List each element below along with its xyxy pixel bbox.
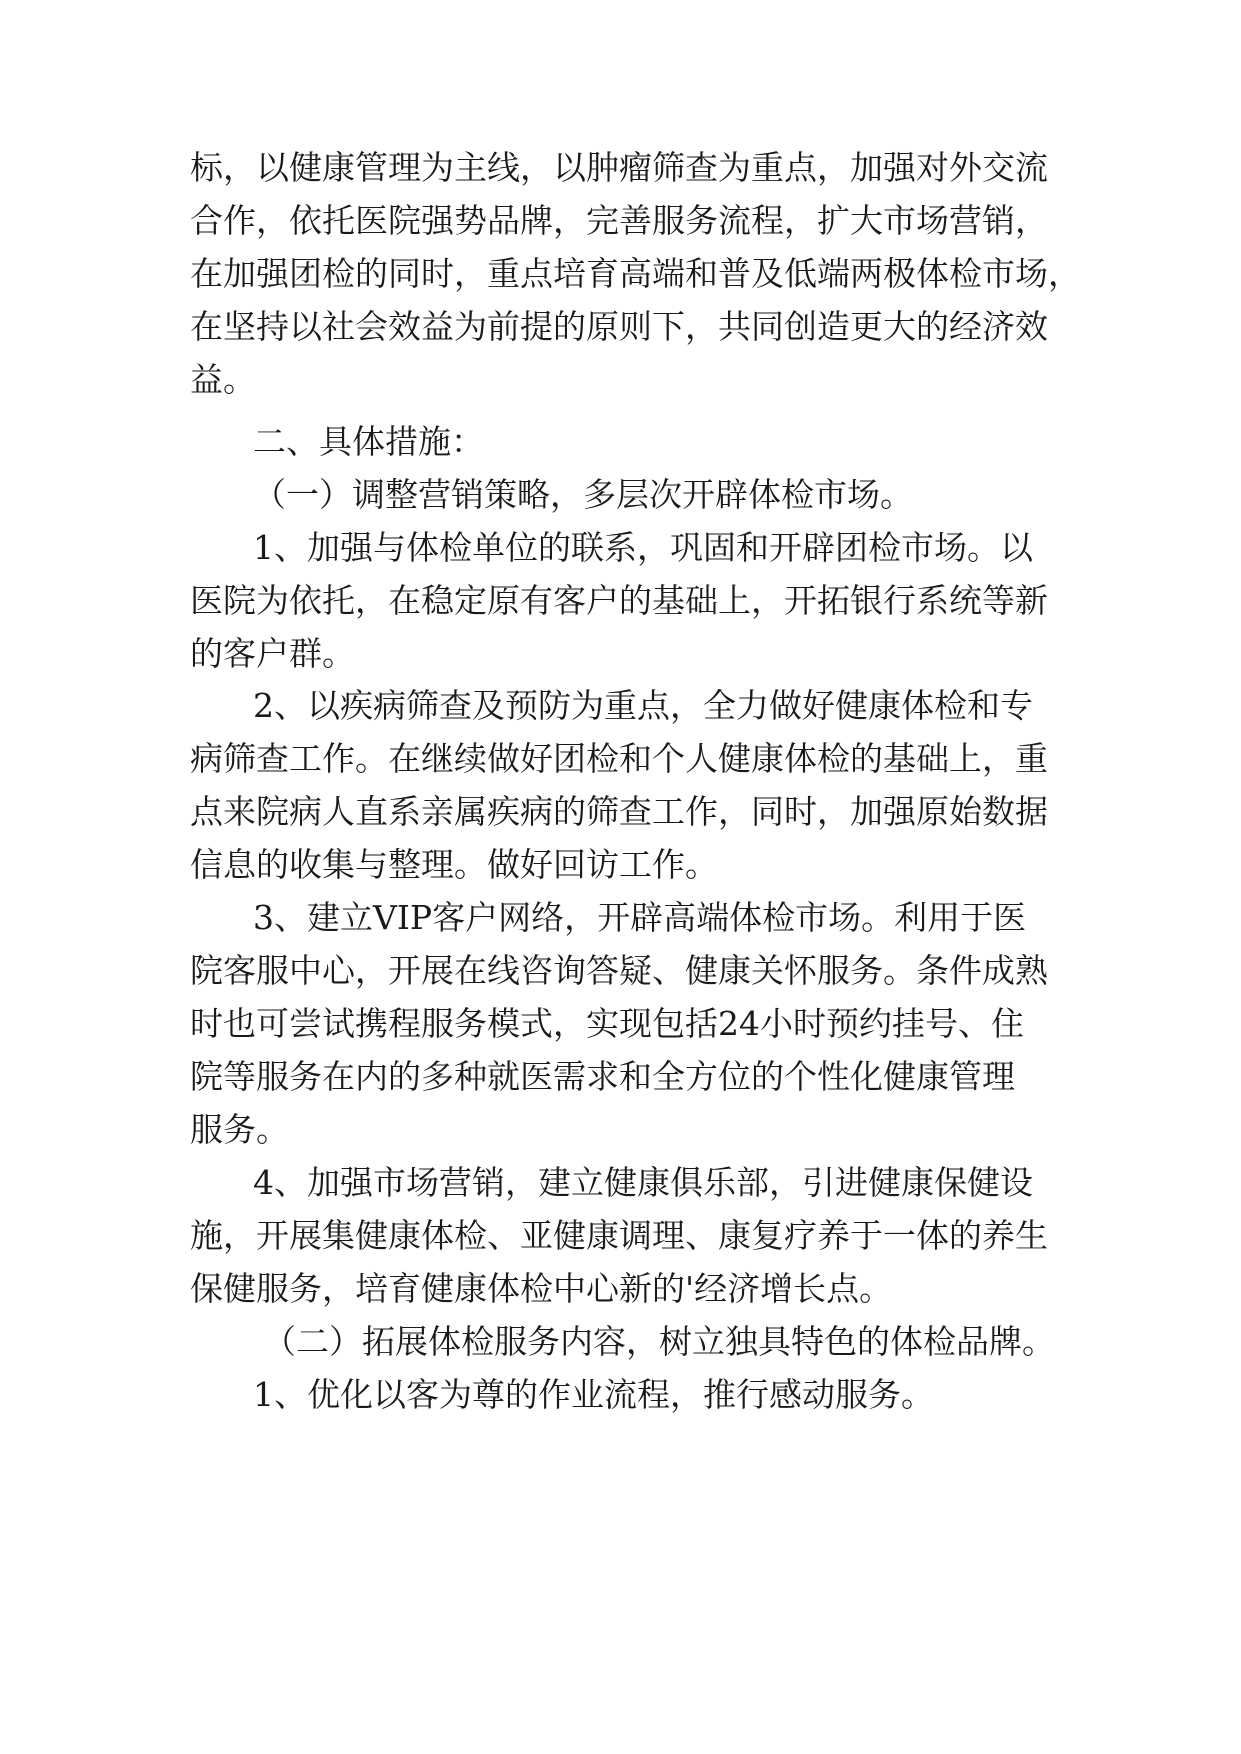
text-line: 1、加强与体检单位的联系，巩固和开辟团检市场。以 [253,528,1033,567]
text-line: 院客服中心，开展在线咨询答疑、健康关怀服务。条件成熟 [190,951,1048,990]
text-line: 服务。 [190,1110,289,1149]
text-line: 4、加强市场营销，建立健康俱乐部，引进健康保健设 [253,1163,1033,1202]
text-line: 医院为依托，在稳定原有客户的基础上，开拓银行系统等新 [190,581,1048,620]
text-line: 益。 [190,360,256,399]
text-line: 时也可尝试携程服务模式，实现包括24小时预约挂号、住 [190,1004,1024,1043]
text-line: 院等服务在内的多种就医需求和全方位的个性化健康管理 [190,1057,1015,1096]
text-line: 1、优化以客为尊的作业流程，推行感动服务。 [253,1375,934,1414]
text-line: 病筛查工作。在继续做好团检和个人健康体检的基础上，重 [190,739,1048,778]
text-line: 3、建立VIP客户网络，开辟高端体检市场。利用于医 [253,898,1027,937]
text-line: 2、以疾病筛查及预防为重点，全力做好健康体检和专 [253,686,1033,725]
text-line: 保健服务，培育健康体检中心新的'经济增长点。 [190,1269,893,1308]
text-line: 标，以健康管理为主线，以肿瘤筛查为重点，加强对外交流 [190,148,1048,187]
subsection-heading: （二）拓展体检服务内容，树立独具特色的体检品牌。 [263,1322,1055,1361]
section-heading: 二、具体措施： [253,422,484,461]
text-line: 施，开展集健康体检、亚健康调理、康复疗养于一体的养生 [190,1216,1048,1255]
subsection-heading: （一）调整营销策略，多层次开辟体检市场。 [253,475,913,514]
text-line: 的客户群。 [190,634,355,673]
text-line: 在加强团检的同时，重点培育高端和普及低端两极体检市场， [190,254,1081,293]
text-line: 合作，依托医院强势品牌，完善服务流程，扩大市场营销， [190,201,1048,240]
text-line: 点来院病人直系亲属疾病的筛查工作，同时，加强原始数据 [190,792,1048,831]
text-line: 信息的收集与整理。做好回访工作。 [190,845,718,884]
text-line: 在坚持以社会效益为前提的原则下，共同创造更大的经济效 [190,307,1048,346]
